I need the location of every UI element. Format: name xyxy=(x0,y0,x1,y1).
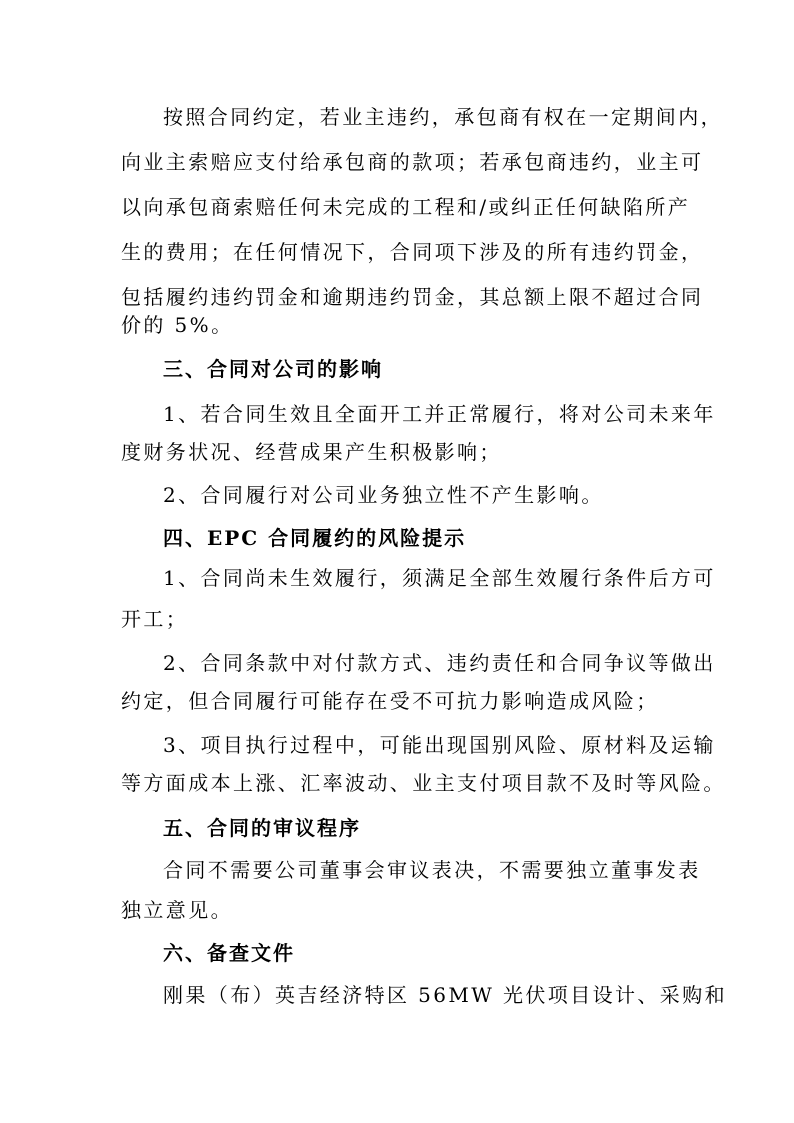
paragraph-line: 包括履约违约罚金和逾期违约罚金，其总额上限不超过合同 xyxy=(121,285,704,309)
section-heading-review: 五、合同的审议程序 xyxy=(163,816,361,840)
paragraph-line: 合同不需要公司董事会审议表决，不需要独立董事发表 xyxy=(163,858,701,882)
section-heading-risk: 四、EPC 合同履约的风险提示 xyxy=(163,526,467,550)
paragraph-line: 生的费用；在任何情况下，合同项下涉及的所有违约罚金， xyxy=(121,240,704,264)
list-item-line: 约定，但合同履行可能存在受不可抗力影响造成风险； xyxy=(121,689,659,713)
paragraph-line: 刚果（布）英吉经济特区 56MW 光伏项目设计、采购和 xyxy=(163,983,727,1007)
list-item-line: 3、项目执行过程中，可能出现国别风险、原材料及运输 xyxy=(163,733,716,757)
paragraph-line: 向业主索赔应支付给承包商的款项；若承包商违约，业主可 xyxy=(121,150,704,174)
list-item-line: 2、合同条款中对付款方式、违约责任和合同争议等做出 xyxy=(163,651,716,675)
list-item-line: 开工； xyxy=(121,607,189,631)
paragraph-line: 独立意见。 xyxy=(121,898,233,922)
list-item-line: 等方面成本上涨、汇率波动、业主支付项目款不及时等风险。 xyxy=(121,771,726,795)
section-heading-documents: 六、备查文件 xyxy=(163,941,295,965)
list-item-line: 1、若合同生效且全面开工并正常履行，将对公司未来年 xyxy=(163,402,716,426)
section-heading-impact: 三、合同对公司的影响 xyxy=(163,357,383,381)
paragraph-line: 以向承包商索赔任何未完成的工程和/或纠正任何缺陷所产 xyxy=(121,195,691,219)
paragraph-line: 价的 5%。 xyxy=(121,313,234,337)
paragraph-line: 按照合同约定，若业主违约，承包商有权在一定期间内， xyxy=(163,105,723,129)
list-item-line: 1、合同尚未生效履行，须满足全部生效履行条件后方可 xyxy=(163,566,716,590)
list-item-line: 2、合同履行对公司业务独立性不产生影响。 xyxy=(163,483,604,507)
list-item-line: 度财务状况、经营成果产生积极影响； xyxy=(121,440,502,464)
